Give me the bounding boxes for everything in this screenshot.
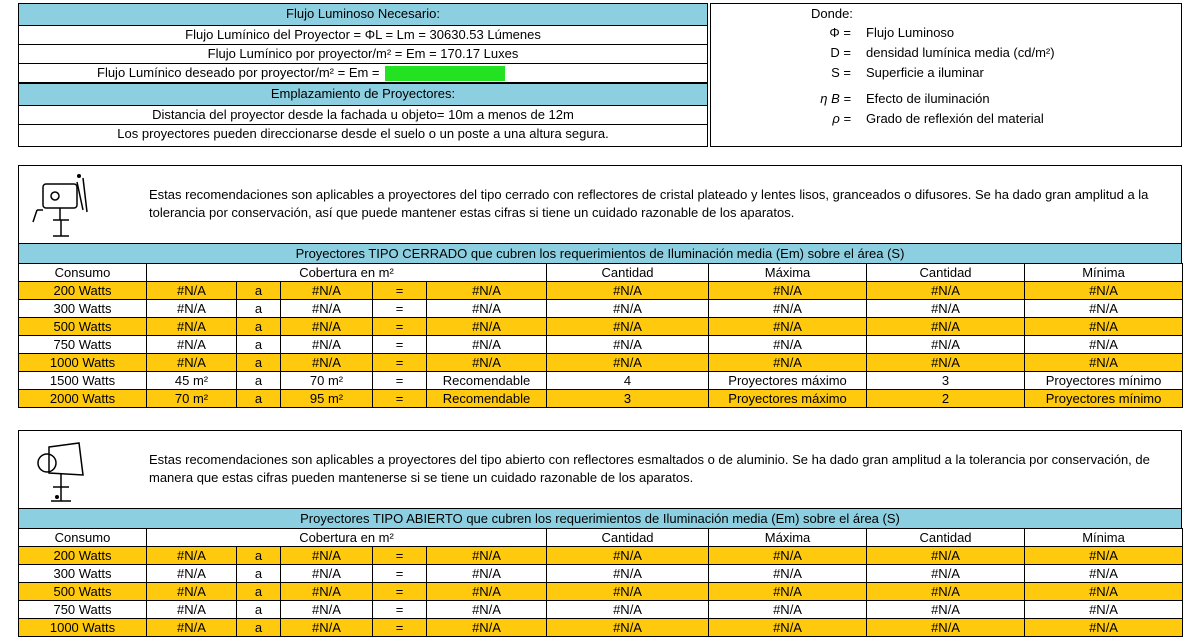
table-cell: 200 Watts [19, 547, 147, 565]
table-cell: a [237, 583, 281, 601]
table-cell: #N/A [427, 565, 547, 583]
open-type-description-box [18, 430, 1182, 508]
table-cell: a [237, 390, 281, 408]
table-row [19, 583, 1183, 601]
open-type-description: Estas recomendaciones son aplicables a proyectores del tipo abierto con reflectores esmaltados o de aluminio. Se ha dado gran amplitud a la tolerancia por conservación, de manera que estas cifras pueden mantenerse si se tiene un cuidado razonable de los aparatos. [149, 452, 1150, 485]
table-cell: Recomendable [427, 390, 547, 408]
table-cell: #N/A [709, 619, 867, 637]
table-cell: #N/A [1025, 354, 1183, 372]
closed-type-table [18, 263, 1183, 408]
table-cell: 3 [547, 390, 709, 408]
open-type-table [18, 528, 1183, 637]
table-cell: #N/A [547, 601, 709, 619]
table-cell: Proyectores máximo [709, 390, 867, 408]
header-consumo: Consumo [19, 529, 147, 547]
table-cell: #N/A [867, 547, 1025, 565]
header-cantidad: Cantidad [867, 264, 1025, 282]
table-cell: Proyectores máximo [709, 372, 867, 390]
closed-type-table-block [18, 243, 1182, 408]
table-cell: #N/A [427, 354, 547, 372]
table-cell: #N/A [281, 282, 373, 300]
table-cell: = [373, 282, 427, 300]
table-cell: 70 m² [281, 372, 373, 390]
table-cell: #N/A [867, 601, 1025, 619]
table-cell: #N/A [709, 300, 867, 318]
table-cell: #N/A [281, 565, 373, 583]
header-maxima: Máxima [709, 529, 867, 547]
table-cell: 95 m² [281, 390, 373, 408]
table-row [19, 336, 1183, 354]
table-header-row [19, 264, 1183, 282]
table-cell: #N/A [709, 547, 867, 565]
table-cell: #N/A [427, 601, 547, 619]
table-cell: #N/A [709, 318, 867, 336]
open-type-table-block [18, 508, 1182, 637]
table-cell: = [373, 601, 427, 619]
table-cell: a [237, 601, 281, 619]
legend-title: Donde: [811, 6, 853, 21]
table-cell: 1500 Watts [19, 372, 147, 390]
closed-projector-icon [25, 170, 105, 240]
table-cell: #N/A [1025, 318, 1183, 336]
table-cell: #N/A [547, 336, 709, 354]
table-cell: 200 Watts [19, 282, 147, 300]
closed-type-table-body [19, 282, 1183, 408]
table-cell: 2 [867, 390, 1025, 408]
table-row [19, 372, 1183, 390]
table-cell: #N/A [281, 601, 373, 619]
table-cell: a [237, 282, 281, 300]
table-cell: #N/A [867, 300, 1025, 318]
table-cell: = [373, 336, 427, 354]
table-cell: #N/A [867, 336, 1025, 354]
header-cantidad: Cantidad [547, 264, 709, 282]
table-cell: #N/A [1025, 282, 1183, 300]
table-cell: a [237, 372, 281, 390]
legend-symbol: S = [831, 65, 851, 80]
table-cell: 1000 Watts [19, 619, 147, 637]
table-cell: 500 Watts [19, 318, 147, 336]
table-cell: #N/A [547, 300, 709, 318]
table-cell: 2000 Watts [19, 390, 147, 408]
table-cell: #N/A [709, 601, 867, 619]
table-cell: #N/A [867, 565, 1025, 583]
header-cantidad: Cantidad [867, 529, 1025, 547]
table-cell: #N/A [547, 619, 709, 637]
open-projector-icon [25, 435, 105, 505]
table-cell: = [373, 318, 427, 336]
table-cell: = [373, 583, 427, 601]
table-cell: = [373, 547, 427, 565]
table-row [19, 390, 1183, 408]
table-cell: #N/A [1025, 565, 1183, 583]
legend-symbol: η B = [820, 91, 851, 106]
table-cell: = [373, 390, 427, 408]
header-maxima: Máxima [709, 264, 867, 282]
table-cell: #N/A [709, 354, 867, 372]
table-cell: a [237, 565, 281, 583]
placement-distance-row: Distancia del proyector desde la fachada u objeto= 10m a menos de 12m [19, 106, 707, 125]
flux-desired-input[interactable] [385, 66, 505, 81]
table-cell: #N/A [281, 300, 373, 318]
table-cell: 4 [547, 372, 709, 390]
table-row [19, 318, 1183, 336]
table-cell: #N/A [709, 583, 867, 601]
table-cell: #N/A [147, 282, 237, 300]
table-cell: 750 Watts [19, 336, 147, 354]
legend-text: Superficie a iluminar [866, 65, 984, 80]
open-type-title: Proyectores TIPO ABIERTO que cubren los requerimientos de Iluminación media (Em) sobre el área (S) [18, 508, 1182, 528]
table-cell: = [373, 354, 427, 372]
table-row [19, 601, 1183, 619]
table-cell: #N/A [427, 318, 547, 336]
table-cell: #N/A [281, 354, 373, 372]
table-cell: #N/A [1025, 601, 1183, 619]
table-row [19, 619, 1183, 637]
table-cell: #N/A [1025, 619, 1183, 637]
legend-text: Flujo Luminoso [866, 25, 955, 40]
header-cobertura: Cobertura en m² [147, 529, 547, 547]
placement-header: Emplazamiento de Proyectores: [19, 83, 707, 106]
table-row [19, 565, 1183, 583]
table-cell: Proyectores mínimo [1025, 390, 1183, 408]
legend-item [711, 109, 1181, 129]
table-cell: #N/A [281, 336, 373, 354]
table-row [19, 282, 1183, 300]
table-cell: #N/A [147, 336, 237, 354]
table-cell: #N/A [427, 300, 547, 318]
flux-summary-panel [18, 3, 708, 147]
table-cell: = [373, 300, 427, 318]
flux-desired-label: Flujo Lumínico deseado por proyector/m² = Em = [97, 65, 380, 80]
legend-symbol: Φ = [829, 25, 851, 40]
table-cell: #N/A [281, 619, 373, 637]
table-cell: #N/A [1025, 300, 1183, 318]
table-cell: #N/A [709, 282, 867, 300]
table-cell: #N/A [867, 354, 1025, 372]
table-cell: #N/A [867, 282, 1025, 300]
table-header-row [19, 529, 1183, 547]
table-row [19, 300, 1183, 318]
table-cell: #N/A [147, 318, 237, 336]
table-cell: #N/A [547, 282, 709, 300]
table-cell: 3 [867, 372, 1025, 390]
table-cell: a [237, 318, 281, 336]
table-cell: a [237, 336, 281, 354]
table-cell: = [373, 372, 427, 390]
closed-type-description-box [18, 165, 1182, 243]
table-cell: #N/A [147, 601, 237, 619]
open-type-table-body [19, 547, 1183, 637]
flux-projector-row: Flujo Lumínico del Proyector = ΦL = Lm = 30630.53 Lúmenes [19, 26, 707, 45]
table-cell: #N/A [147, 583, 237, 601]
legend-text: Grado de reflexión del material [866, 111, 1044, 126]
table-cell: 70 m² [147, 390, 237, 408]
table-cell: 500 Watts [19, 583, 147, 601]
table-cell: #N/A [427, 282, 547, 300]
table-cell: = [373, 565, 427, 583]
table-cell: Recomendable [427, 372, 547, 390]
table-cell: #N/A [147, 619, 237, 637]
legend-item [711, 89, 1181, 109]
legend-text: Efecto de iluminación [866, 91, 990, 106]
table-cell: 1000 Watts [19, 354, 147, 372]
legend-symbol: D = [830, 45, 851, 60]
legend-text: densidad lumínica media (cd/m²) [866, 45, 1055, 60]
table-cell: #N/A [547, 583, 709, 601]
flux-per-m2-row: Flujo Lumínico por proyector/m² = Em = 170.17 Luxes [19, 45, 707, 64]
table-cell: #N/A [867, 583, 1025, 601]
legend-panel [710, 3, 1182, 147]
table-cell: #N/A [547, 565, 709, 583]
table-cell: #N/A [281, 583, 373, 601]
table-cell: #N/A [427, 547, 547, 565]
table-cell: #N/A [427, 583, 547, 601]
table-cell: 45 m² [147, 372, 237, 390]
table-cell: #N/A [147, 300, 237, 318]
table-cell: a [237, 547, 281, 565]
legend-item [711, 43, 1181, 63]
table-cell: #N/A [1025, 583, 1183, 601]
table-cell: #N/A [547, 318, 709, 336]
table-cell: #N/A [709, 336, 867, 354]
table-cell: Proyectores mínimo [1025, 372, 1183, 390]
table-cell: #N/A [1025, 547, 1183, 565]
table-cell: #N/A [147, 354, 237, 372]
table-cell: #N/A [709, 565, 867, 583]
header-consumo: Consumo [19, 264, 147, 282]
table-cell: 750 Watts [19, 601, 147, 619]
table-cell: #N/A [147, 565, 237, 583]
table-cell: #N/A [147, 547, 237, 565]
flux-desired-row [19, 64, 707, 83]
table-cell: #N/A [867, 619, 1025, 637]
header-cobertura: Cobertura en m² [147, 264, 547, 282]
legend-item [711, 63, 1181, 83]
table-cell: #N/A [547, 547, 709, 565]
closed-type-description: Estas recomendaciones son aplicables a proyectores del tipo cerrado con reflectores de cristal plateado y lentes lisos, granceados o difusores. Se ha dado gran amplitud a la tolerancia por conservación, así que puede mantener estas cifras si tiene un cuidado razonable de los aparatos. [149, 187, 1149, 220]
table-cell: #N/A [547, 354, 709, 372]
flux-header: Flujo Luminoso Necesario: [19, 4, 707, 26]
table-cell: #N/A [427, 619, 547, 637]
legend-item [711, 23, 1181, 43]
table-row [19, 354, 1183, 372]
table-cell: #N/A [281, 318, 373, 336]
header-cantidad: Cantidad [547, 529, 709, 547]
legend-symbol: ρ = [832, 111, 851, 126]
table-cell: #N/A [867, 318, 1025, 336]
table-cell: a [237, 354, 281, 372]
table-cell: 300 Watts [19, 300, 147, 318]
table-row [19, 547, 1183, 565]
table-cell: #N/A [281, 547, 373, 565]
table-cell: = [373, 619, 427, 637]
closed-type-title: Proyectores TIPO CERRADO que cubren los requerimientos de Iluminación media (Em) sobre el área (S) [18, 243, 1182, 263]
table-cell: a [237, 619, 281, 637]
table-cell: a [237, 300, 281, 318]
placement-direction-row: Los proyectores pueden direccionarse desde el suelo o un poste a una altura segura. [117, 126, 609, 141]
table-cell: #N/A [1025, 336, 1183, 354]
table-cell: #N/A [427, 336, 547, 354]
table-cell: 300 Watts [19, 565, 147, 583]
header-minima: Mínima [1025, 264, 1183, 282]
header-minima: Mínima [1025, 529, 1183, 547]
